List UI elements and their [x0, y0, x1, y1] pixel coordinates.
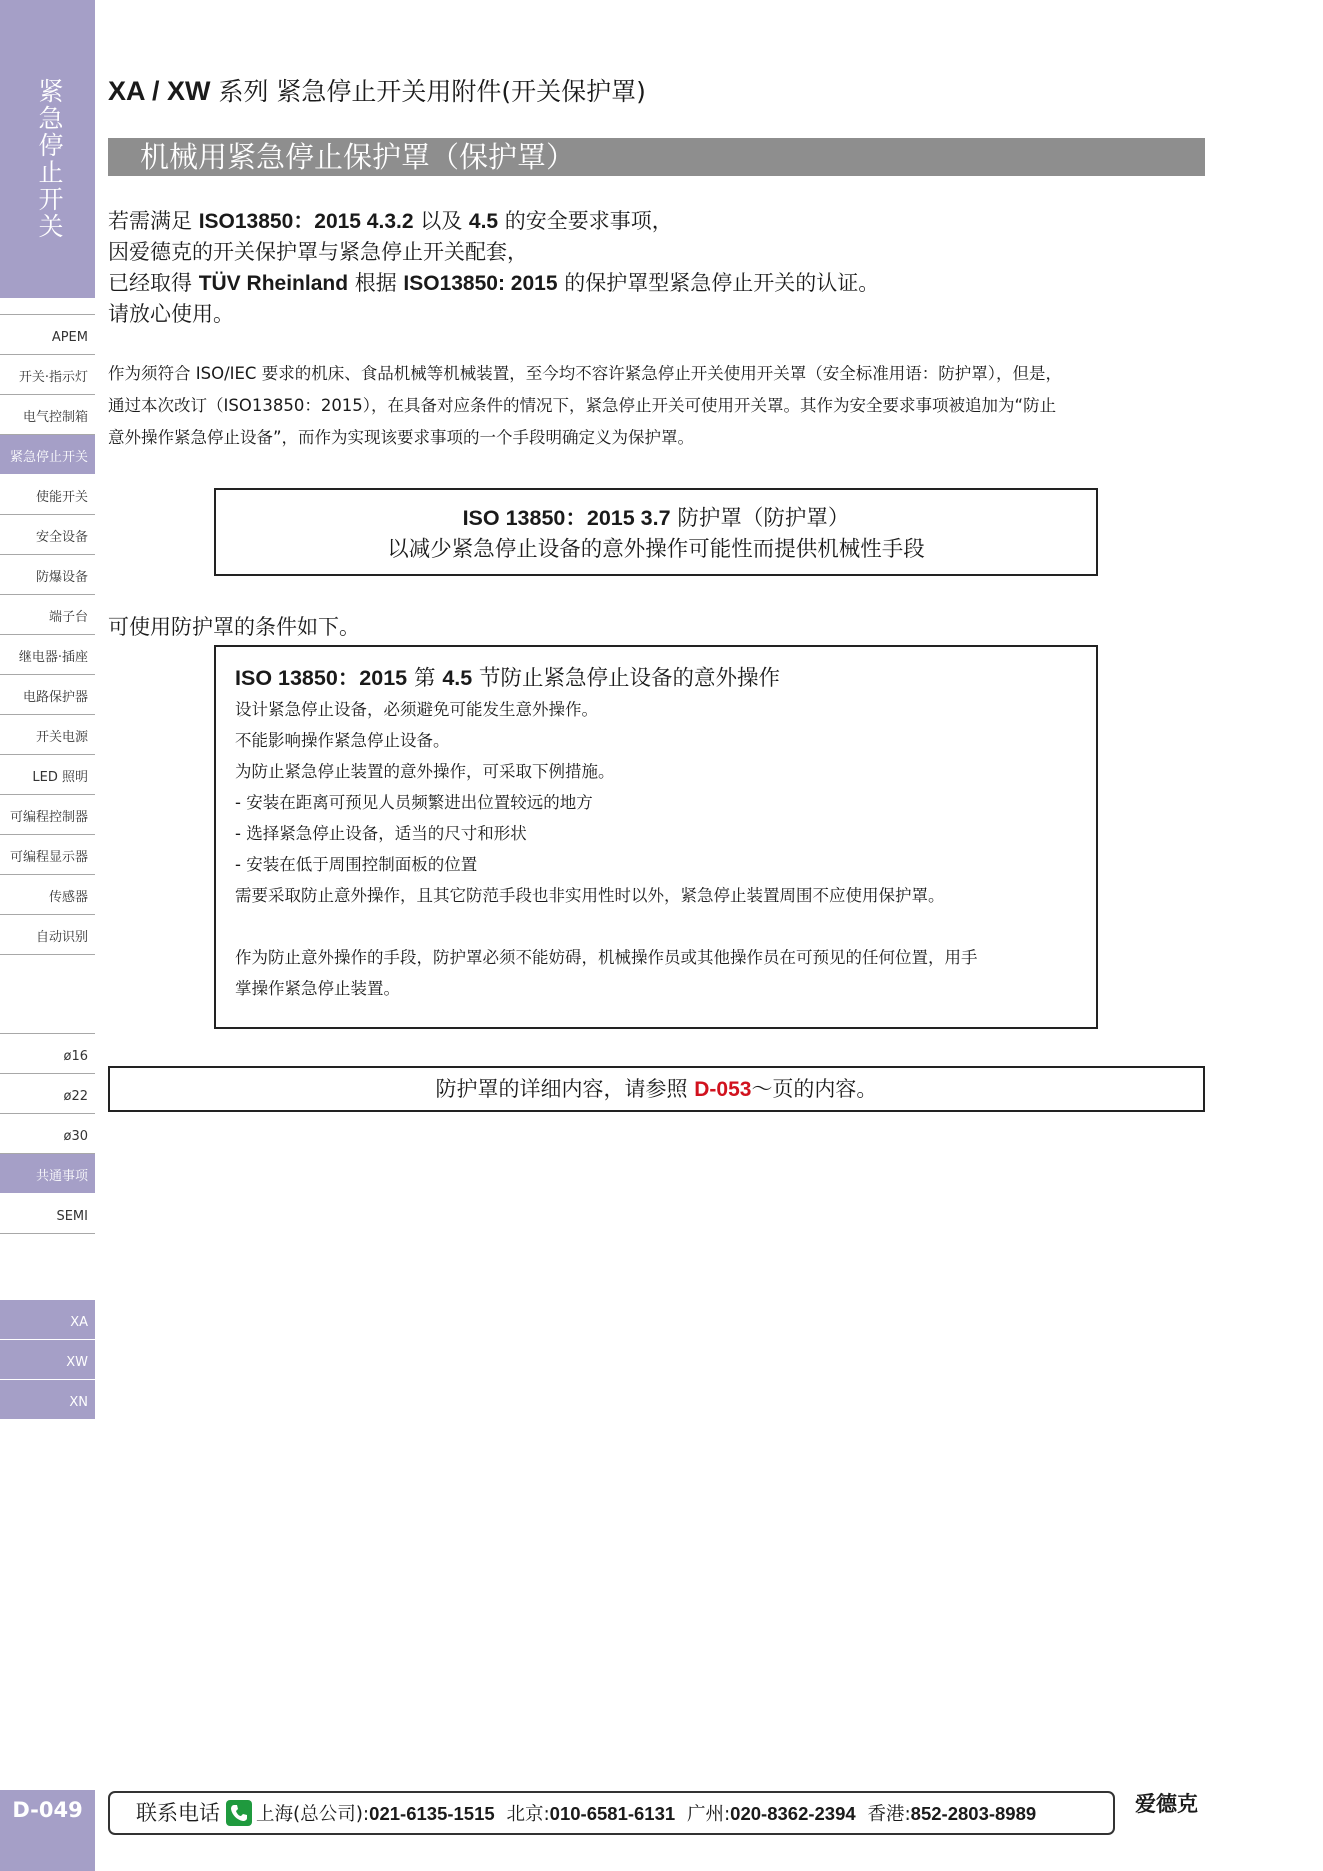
sidebar-size-item[interactable]: SEMI: [0, 1194, 95, 1234]
intro-line: 请放心使用。: [108, 302, 234, 326]
conditions-line: - 选择紧急停止设备，适当的尺寸和形状: [235, 824, 527, 843]
sidebar-nav-item[interactable]: 紧急停止开关: [0, 435, 95, 475]
intro-text-run: 的安全要求事项，: [498, 209, 673, 233]
definition-text: 以减少紧急停止设备的意外操作可能性而提供机械性手段: [387, 537, 925, 562]
contact-shanghai-number[interactable]: 021-6135-1515: [369, 1803, 495, 1824]
conditions-title: [235, 663, 1096, 694]
page-number: D-049: [0, 1790, 95, 1871]
contact-footer: [108, 1791, 1115, 1835]
contact-hongkong-number[interactable]: 852-2803-8989: [910, 1803, 1037, 1824]
sidebar-category-title: [0, 0, 95, 298]
conditions-line: 需要采取防止意外操作，且其它防范手段也非实用性时以外，紧急停止装置周围不应使用保护罩。: [235, 886, 945, 905]
sidebar-nav-item[interactable]: 开关电源: [0, 715, 95, 755]
conditions-title-run: 节防止紧急停止设备的意外操作: [472, 666, 781, 691]
sidebar-nav-item[interactable]: 传感器: [0, 875, 95, 915]
intro-text-run: 的保护罩型紧急停止开关的认证。: [557, 271, 880, 295]
brand-name: 爱德克: [1135, 1792, 1198, 1816]
conditions-standard: ISO 13850：2015: [235, 666, 408, 690]
conditions-line: - 安装在距离可预见人员频繁进出位置较远的地方: [235, 793, 593, 812]
sidebar-nav-item[interactable]: 电气控制箱: [0, 395, 95, 435]
body-line: 意外操作紧急停止设备”，而作为实现该要求事项的一个手段明确定义为保护罩。: [108, 428, 695, 447]
contact-beijing-label: 北京:: [506, 1804, 550, 1825]
conditions-line: 为防止紧急停止装置的意外操作，可采取下例措施。: [235, 762, 615, 781]
intro-standard: ISO13850: 2015: [403, 272, 558, 295]
body-line: 作为须符合 ISO/IEC 要求的机床、食品机械等机械装置，至今均不容许紧急停止开关使用开关罩（安全标准用语：防护罩），但是，: [108, 364, 1062, 383]
reference-box: [108, 1066, 1205, 1112]
definition-term: 防护罩（防护罩）: [670, 506, 850, 531]
intro-text-run: 已经取得: [108, 271, 199, 295]
sidebar: [0, 0, 95, 1871]
sidebar-nav-item[interactable]: 自动识别: [0, 915, 95, 955]
body-paragraph: [108, 358, 1205, 454]
intro-certifier: TÜV Rheinland: [198, 272, 349, 295]
sidebar-nav-item[interactable]: 开关·指示灯: [0, 355, 95, 395]
page-title: [108, 72, 646, 108]
sidebar-nav-item[interactable]: 可编程控制器: [0, 795, 95, 835]
contact-guangzhou-number[interactable]: 020-8362-2394: [730, 1803, 856, 1824]
sidebar-nav-item[interactable]: 使能开关: [0, 475, 95, 515]
definition-standard: ISO 13850：2015 3.7: [462, 506, 671, 530]
conditions-title-run: 第: [407, 666, 443, 691]
conditions-line: 不能影响操作紧急停止设备。: [235, 731, 450, 750]
sidebar-nav-item[interactable]: 电路保护器: [0, 675, 95, 715]
sidebar-size-item[interactable]: 共通事项: [0, 1154, 95, 1194]
contact-label: 联系电话: [136, 1801, 220, 1825]
sidebar-series-item[interactable]: XW: [0, 1340, 95, 1380]
definition-box: [214, 488, 1098, 576]
sidebar-nav-item[interactable]: LED 照明: [0, 755, 95, 795]
reference-page-link[interactable]: D-053: [694, 1078, 752, 1101]
sidebar-nav-item[interactable]: APEM: [0, 315, 95, 355]
intro-line: [108, 268, 879, 299]
conditions-line: 设计紧急停止设备，必须避免可能发生意外操作。: [235, 700, 598, 719]
contact-guangzhou-label: 广州:: [686, 1804, 731, 1825]
reference-text: ～页的内容。: [751, 1077, 878, 1101]
contact-beijing-number[interactable]: 010-6581-6131: [549, 1803, 676, 1824]
intro-line: [108, 206, 879, 237]
intro-text-run: 根据: [348, 271, 404, 295]
conditions-clause: 4.5: [442, 666, 473, 690]
sidebar-size-item[interactable]: ø22: [0, 1074, 95, 1114]
intro-text-run: 以及: [413, 209, 469, 233]
sidebar-nav-item[interactable]: 防爆设备: [0, 555, 95, 595]
contact-shanghai-label: 上海(总公司):: [256, 1804, 370, 1825]
sidebar-series-item[interactable]: XA: [0, 1300, 95, 1340]
conditions-line: - 安装在低于周围控制面板的位置: [235, 855, 478, 874]
intro-text-run: 若需满足: [108, 209, 199, 233]
intro-line: 因爱德克的开关保护罩与紧急停止开关配套，: [108, 240, 528, 264]
sidebar-size-item[interactable]: ø30: [0, 1114, 95, 1154]
intro-clause: 4.5: [468, 210, 499, 233]
phone-icon: [226, 1800, 252, 1826]
section-title: 机械用紧急停止保护罩（保护罩）: [108, 138, 1205, 176]
conditions-line: 作为防止意外操作的手段，防护罩必须不能妨碍，机械操作员或其他操作员在可预见的任何位置，用手: [235, 948, 978, 967]
conditions-line: 掌操作紧急停止装置。: [235, 979, 400, 998]
sidebar-nav-sizes: [0, 1033, 95, 1234]
conditions-line: [235, 911, 1096, 942]
sidebar-category-label: 紧急停止开关: [38, 77, 64, 241]
sidebar-nav-categories: [0, 314, 95, 955]
intro-standard: ISO13850：2015 4.3.2: [198, 210, 414, 233]
body-line: 通过本次改订（ISO13850：2015），在具备对应条件的情况下，紧急停止开关可使用开关罩。其作为安全要求事项被追加为“防止: [108, 396, 1057, 415]
page-title-text: 系列 紧急停止开关用附件(开关保护罩): [210, 77, 646, 106]
sidebar-nav-item[interactable]: 安全设备: [0, 515, 95, 555]
sidebar-nav-item[interactable]: 可编程显示器: [0, 835, 95, 875]
reference-text: 防护罩的详细内容，请参照: [435, 1077, 695, 1101]
sidebar-size-item[interactable]: ø16: [0, 1034, 95, 1074]
intro-text: [108, 206, 879, 330]
conditions-heading: 可使用防护罩的条件如下。: [108, 615, 360, 639]
definition-title: [216, 503, 1096, 534]
conditions-box: [214, 645, 1098, 1029]
sidebar-nav-item[interactable]: 继电器·插座: [0, 635, 95, 675]
conditions-list: [235, 694, 1096, 1004]
sidebar-nav-item[interactable]: 端子台: [0, 595, 95, 635]
contact-hongkong-label: 香港:: [867, 1804, 911, 1825]
page-title-series: XA / XW: [108, 76, 211, 106]
sidebar-series-item[interactable]: XN: [0, 1380, 95, 1420]
sidebar-nav-series: [0, 1300, 95, 1420]
